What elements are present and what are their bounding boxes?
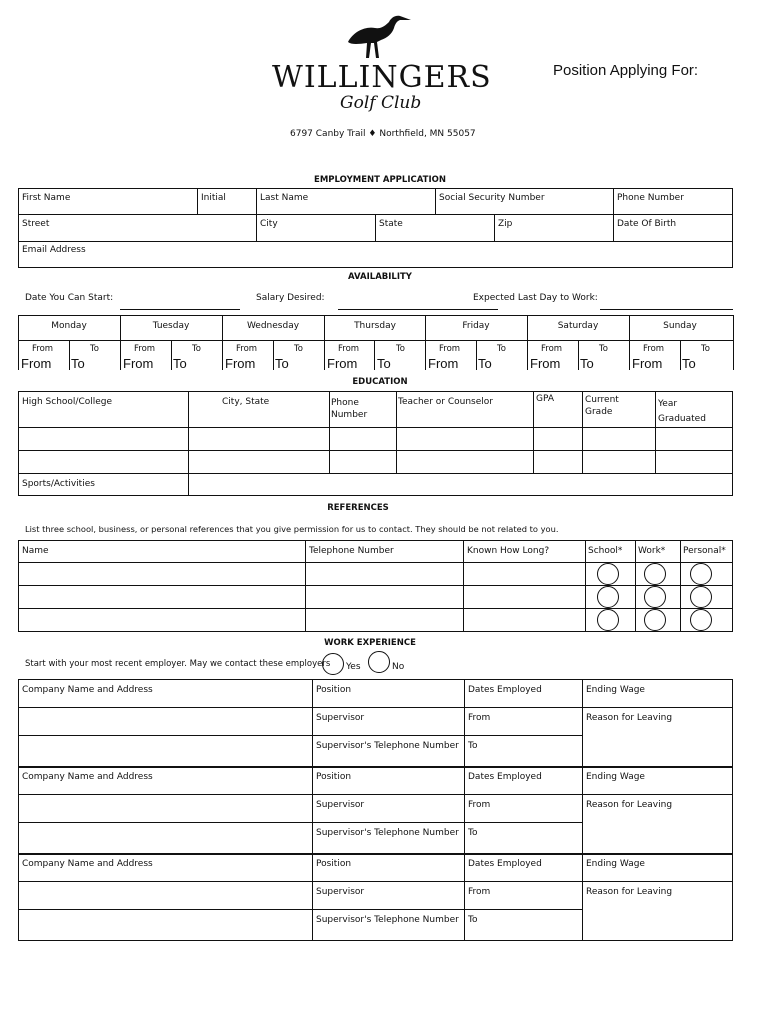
initial-field[interactable]: Initial xyxy=(201,193,226,203)
row-divider xyxy=(18,794,582,795)
ref-known-col: Known How Long? xyxy=(467,546,550,556)
contact-no-radio[interactable] xyxy=(368,651,390,673)
ref-work-radio[interactable] xyxy=(644,586,666,608)
col-divider xyxy=(582,853,583,940)
from-time-field[interactable]: From xyxy=(225,356,256,371)
wage-field[interactable]: Ending Wage xyxy=(586,685,645,695)
first-name-field[interactable]: First Name xyxy=(22,193,71,203)
row-divider xyxy=(18,707,582,708)
ref-school-radio[interactable] xyxy=(597,609,619,631)
to-label: To xyxy=(90,344,99,354)
ref-work-radio[interactable] xyxy=(644,563,666,585)
work-heading: WORK EXPERIENCE xyxy=(324,638,416,648)
col-divider xyxy=(312,766,313,853)
day-friday: Friday xyxy=(462,321,490,331)
start-date-line[interactable] xyxy=(120,309,240,310)
day-wednesday: Wednesday xyxy=(246,321,300,331)
brand-subtitle: Golf Club xyxy=(340,93,422,113)
to-time-field[interactable]: To xyxy=(275,356,289,371)
from-label: From xyxy=(643,344,665,354)
company-field[interactable]: Company Name and Address xyxy=(22,859,153,869)
salary-label: Salary Desired: xyxy=(256,293,325,303)
supervisor-phone-field[interactable]: Supervisor's Telephone Number xyxy=(316,828,459,838)
position-applying-label: Position Applying For: xyxy=(553,62,699,79)
row-divider xyxy=(582,707,733,708)
day-monday: Monday xyxy=(51,321,87,331)
availability-heading: AVAILABILITY xyxy=(348,272,412,282)
to-label: To xyxy=(701,344,710,354)
year-col: Year Graduated xyxy=(658,399,706,424)
from-field[interactable]: From xyxy=(468,887,491,897)
ref-personal-radio[interactable] xyxy=(690,609,712,631)
day-saturday: Saturday xyxy=(557,321,599,331)
teacher-col: Teacher or Counselor xyxy=(398,397,493,407)
supervisor-field[interactable]: Supervisor xyxy=(316,800,365,810)
last-name-field[interactable]: Last Name xyxy=(260,193,309,203)
row-divider xyxy=(18,822,582,823)
row-divider xyxy=(582,881,733,882)
to-field[interactable]: To xyxy=(468,741,478,751)
contact-yes-radio[interactable] xyxy=(322,653,344,675)
to-time-field[interactable]: To xyxy=(71,356,85,371)
ref-phone-col: Telephone Number xyxy=(309,546,394,556)
from-field[interactable]: From xyxy=(468,713,491,723)
col-divider xyxy=(582,679,583,766)
state-field[interactable]: State xyxy=(379,219,403,229)
form-title: EMPLOYMENT APPLICATION xyxy=(314,175,446,185)
ssn-field[interactable]: Social Security Number xyxy=(439,193,545,203)
heron-logo-icon xyxy=(345,12,415,64)
col-divider xyxy=(582,766,583,853)
position-field[interactable]: Position xyxy=(316,859,352,869)
to-field[interactable]: To xyxy=(468,828,478,838)
sports-label: Sports/Activities xyxy=(22,479,95,489)
day-thursday: Thursday xyxy=(354,321,396,331)
last-day-line[interactable] xyxy=(600,309,733,310)
position-field[interactable]: Position xyxy=(316,772,352,782)
to-label: To xyxy=(294,344,303,354)
row-divider xyxy=(18,881,582,882)
supervisor-phone-field[interactable]: Supervisor's Telephone Number xyxy=(316,915,459,925)
contact-question: Start with your most recent employer. May we contact these employers xyxy=(25,659,331,669)
references-instructions: List three school, business, or personal references that you give permission for us to contact. They should be not related to you. xyxy=(25,524,559,534)
contact-yes-label: Yes xyxy=(346,662,361,672)
ref-work-radio[interactable] xyxy=(644,609,666,631)
ref-school-radio[interactable] xyxy=(597,586,619,608)
reason-field[interactable]: Reason for Leaving xyxy=(586,887,673,897)
from-time-field[interactable]: From xyxy=(21,356,52,371)
company-field[interactable]: Company Name and Address xyxy=(22,685,153,695)
education-heading: EDUCATION xyxy=(352,377,408,387)
ref-work-col: Work* xyxy=(638,546,666,556)
email-field[interactable]: Email Address xyxy=(22,245,86,255)
to-field[interactable]: To xyxy=(468,915,478,925)
to-time-field[interactable]: To xyxy=(478,356,492,371)
ref-personal-radio[interactable] xyxy=(690,563,712,585)
supervisor-field[interactable]: Supervisor xyxy=(316,887,365,897)
row-divider xyxy=(18,735,582,736)
from-label: From xyxy=(236,344,258,354)
gpa-col: GPA xyxy=(536,394,554,404)
col-divider xyxy=(312,853,313,940)
day-sunday: Sunday xyxy=(663,321,697,331)
to-label: To xyxy=(599,344,608,354)
start-date-label: Date You Can Start: xyxy=(25,293,114,303)
ref-school-radio[interactable] xyxy=(597,563,619,585)
col-divider xyxy=(312,679,313,766)
from-label: From xyxy=(439,344,461,354)
from-time-field[interactable]: From xyxy=(632,356,663,371)
ref-personal-col: Personal* xyxy=(683,546,726,556)
position-field[interactable]: Position xyxy=(316,685,352,695)
col-divider xyxy=(464,679,465,766)
supervisor-phone-field[interactable]: Supervisor's Telephone Number xyxy=(316,741,459,751)
from-time-field[interactable]: From xyxy=(530,356,561,371)
wage-field[interactable]: Ending Wage xyxy=(586,859,645,869)
from-label: From xyxy=(32,344,54,354)
school-col: High School/College xyxy=(22,397,113,407)
dates-field[interactable]: Dates Employed xyxy=(468,859,542,869)
dates-field[interactable]: Dates Employed xyxy=(468,685,542,695)
to-label: To xyxy=(497,344,506,354)
company-field[interactable]: Company Name and Address xyxy=(22,772,153,782)
dates-field[interactable]: Dates Employed xyxy=(468,772,542,782)
to-time-field[interactable]: To xyxy=(377,356,391,371)
brand-name: WILLINGERS xyxy=(272,60,492,95)
to-time-field[interactable]: To xyxy=(173,356,187,371)
from-time-field[interactable]: From xyxy=(428,356,459,371)
city-state-col: City, State xyxy=(222,397,270,407)
from-label: From xyxy=(134,344,156,354)
references-heading: REFERENCES xyxy=(327,503,389,513)
to-time-field[interactable]: To xyxy=(580,356,594,371)
salary-line[interactable] xyxy=(338,309,498,310)
grade-col: Current Grade xyxy=(585,395,619,417)
contact-no-label: No xyxy=(392,662,405,672)
col-divider xyxy=(464,766,465,853)
club-address: 6797 Canby Trail ♦ Northfield, MN 55057 xyxy=(290,129,476,139)
edu-phone-col: Phone Number xyxy=(331,398,368,420)
from-time-field[interactable]: From xyxy=(123,356,154,371)
reason-field[interactable]: Reason for Leaving xyxy=(586,800,673,810)
row-divider xyxy=(18,909,582,910)
street-field[interactable]: Street xyxy=(22,219,50,229)
col-divider xyxy=(464,853,465,940)
wage-field[interactable]: Ending Wage xyxy=(586,772,645,782)
supervisor-field[interactable]: Supervisor xyxy=(316,713,365,723)
last-day-label: Expected Last Day to Work: xyxy=(473,293,598,303)
to-time-field[interactable]: To xyxy=(682,356,696,371)
zip-field[interactable]: Zip xyxy=(498,219,513,229)
to-label: To xyxy=(192,344,201,354)
from-time-field[interactable]: From xyxy=(327,356,358,371)
from-label: From xyxy=(541,344,563,354)
phone-field[interactable]: Phone Number xyxy=(617,193,684,203)
ref-name-col: Name xyxy=(22,546,49,556)
reason-field[interactable]: Reason for Leaving xyxy=(586,713,673,723)
city-field[interactable]: City xyxy=(260,219,278,229)
from-label: From xyxy=(338,344,360,354)
ref-personal-radio[interactable] xyxy=(690,586,712,608)
dob-field[interactable]: Date Of Birth xyxy=(617,219,677,229)
day-tuesday: Tuesday xyxy=(152,321,190,331)
ref-school-col: School* xyxy=(588,546,623,556)
to-label: To xyxy=(396,344,405,354)
from-field[interactable]: From xyxy=(468,800,491,810)
row-divider xyxy=(582,794,733,795)
